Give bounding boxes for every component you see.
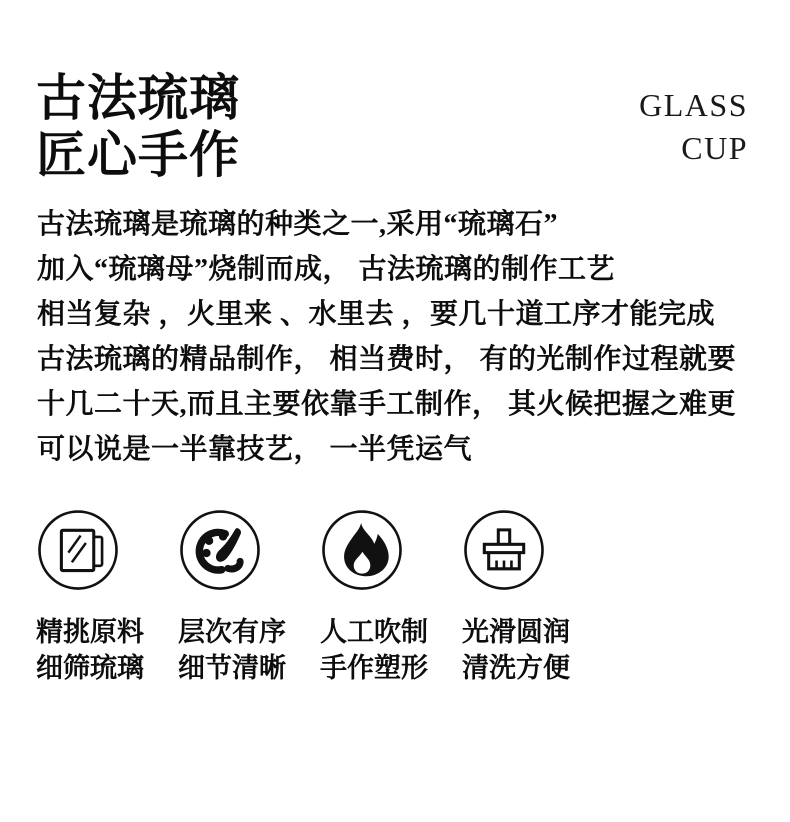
brush-icon	[462, 508, 546, 592]
feature-layers	[178, 508, 320, 686]
brand-line-2: CUP	[681, 130, 748, 166]
feature-labels	[462, 614, 604, 686]
feature-label-line-1: 精挑原料	[36, 617, 144, 647]
title-line-2: 匠心手作	[36, 127, 240, 183]
description-line: 可以说是一半靠技艺， 一半凭运气	[37, 434, 473, 465]
brand-line-1: GLASS	[639, 87, 748, 123]
feature-raw-material	[36, 508, 178, 686]
feature-label-line-2: 手作塑形	[320, 653, 428, 683]
feature-easy-clean	[462, 508, 604, 686]
description-line: 古法琉璃是琉璃的种类之一,采用“琉璃石”	[37, 209, 559, 240]
glass-pane-icon	[36, 508, 120, 592]
header	[0, 0, 790, 184]
feature-hand-blown	[320, 508, 462, 686]
feature-labels	[178, 614, 320, 686]
title-line-1: 古法琉璃	[36, 70, 240, 126]
feature-label-line-2: 清洗方便	[462, 653, 570, 683]
feature-label-line-2: 细筛琉璃	[36, 653, 144, 683]
feature-label-line-1: 光滑圆润	[462, 617, 570, 647]
feature-label-line-2: 细节清晰	[178, 653, 286, 683]
description-line: 相当复杂 ，火里来 、水里去 ，要几十道工序才能完成	[37, 299, 716, 330]
feature-labels	[36, 614, 178, 686]
feature-label-line-1: 人工吹制	[320, 617, 428, 647]
feature-row	[0, 508, 790, 686]
description-line: 十几二十天,而且主要依靠手工制作， 其火候把握之难更	[37, 389, 737, 420]
description-line: 古法琉璃的精品制作， 相当费时， 有的光制作过程就要	[37, 344, 737, 375]
feature-labels	[320, 614, 462, 686]
palette-icon	[178, 508, 262, 592]
feature-label-line-1: 层次有序	[178, 617, 286, 647]
description-paragraph	[37, 202, 790, 472]
flame-icon	[320, 508, 404, 592]
brand-mark	[639, 70, 748, 170]
description-line: 加入“琉璃母”烧制而成， 古法琉璃的制作工艺	[37, 254, 616, 285]
page-title	[36, 70, 240, 184]
